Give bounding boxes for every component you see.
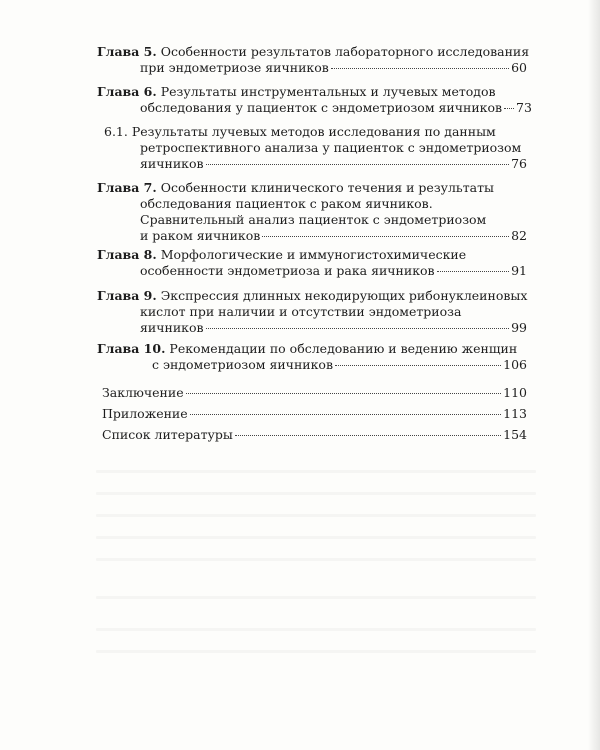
toc-entry-references[interactable] xyxy=(102,427,527,443)
entry-title-line: Особенности клинического течения и результаты xyxy=(160,180,494,195)
page-number: 113 xyxy=(503,406,527,421)
page-number: 99 xyxy=(511,320,527,335)
page-number: 76 xyxy=(511,156,527,171)
toc-entry-chapter-10[interactable] xyxy=(97,341,527,373)
toc-entry-section-6-1[interactable] xyxy=(104,124,527,172)
chapter-label: Глава 7. xyxy=(97,180,157,195)
entry-title-line: Результаты инструментальных и лучевых методов xyxy=(160,84,496,99)
leader-dots xyxy=(262,236,509,237)
toc-entry-chapter-7[interactable] xyxy=(97,180,527,244)
chapter-label: Глава 9. xyxy=(97,288,157,303)
bleed-through xyxy=(96,596,536,599)
page-number: 91 xyxy=(511,263,527,278)
toc-entry-chapter-9[interactable] xyxy=(97,288,527,336)
bleed-through xyxy=(96,628,536,631)
leader-dots xyxy=(437,271,510,272)
leader-dots xyxy=(235,435,501,436)
entry-title-line: Результаты лучевых методов исследования по данным xyxy=(131,124,496,139)
leader-dots xyxy=(331,68,509,69)
entry-title-line: кислот при наличии и отсутствии эндометриоза xyxy=(140,304,462,319)
entry-title-last-line: с эндометриозом яичников xyxy=(152,357,333,372)
entry-title-last-line: яичников xyxy=(140,156,204,171)
entry-title-line: Сравнительный анализ пациенток с эндометриозом xyxy=(140,212,487,227)
toc-entry-chapter-8[interactable] xyxy=(97,247,527,279)
chapter-label: Глава 6. xyxy=(97,84,157,99)
page-number: 82 xyxy=(511,228,527,243)
page-edge-shadow xyxy=(588,0,600,750)
bleed-through xyxy=(96,470,536,473)
bleed-through xyxy=(96,536,536,539)
leader-dots xyxy=(335,365,501,366)
page-number: 73 xyxy=(516,100,532,115)
leader-dots xyxy=(190,414,501,415)
toc-entry-appendix[interactable] xyxy=(102,406,527,422)
toc-entry-chapter-5[interactable] xyxy=(97,44,530,76)
page-number: 60 xyxy=(511,60,527,75)
toc-entry-conclusion[interactable] xyxy=(102,385,527,401)
entry-title-line: ретроспективного анализа у пациенток с эндометриозом xyxy=(140,140,522,155)
bleed-through xyxy=(96,514,536,517)
entry-title-line: Экспрессия длинных некодирующих рибонуклеиновых xyxy=(160,288,528,303)
entry-title: Список литературы xyxy=(102,427,233,442)
toc-entry-chapter-6[interactable] xyxy=(97,84,532,116)
entry-title: Приложение xyxy=(102,406,188,421)
leader-dots xyxy=(206,164,510,165)
page-number: 110 xyxy=(503,385,527,400)
leader-dots xyxy=(504,108,514,109)
page-number: 106 xyxy=(503,357,527,372)
bleed-through xyxy=(96,650,536,653)
entry-title-last-line: при эндометриозе яичников xyxy=(140,60,329,75)
bleed-through xyxy=(96,558,536,561)
entry-title-last-line: яичников xyxy=(140,320,204,335)
chapter-label: Глава 10. xyxy=(97,341,166,356)
chapter-label: Глава 8. xyxy=(97,247,157,262)
entry-title-line: Особенности результатов лабораторного исследования xyxy=(160,44,530,59)
entry-title-last-line: обследования у пациенток с эндометриозом яичников xyxy=(140,100,503,115)
leader-dots xyxy=(206,328,510,329)
entry-title: Заключение xyxy=(102,385,184,400)
page-number: 154 xyxy=(503,427,527,442)
entry-title-line: Морфологические и иммуногистохимические xyxy=(160,247,467,262)
section-label: 6.1. xyxy=(104,124,128,139)
entry-title-last-line: особенности эндометриоза и рака яичников xyxy=(140,263,435,278)
entry-title-line: Рекомендации по обследованию и ведению женщин xyxy=(169,341,518,356)
bleed-through xyxy=(96,492,536,495)
entry-title-last-line: и раком яичников xyxy=(140,228,261,243)
chapter-label: Глава 5. xyxy=(97,44,157,59)
leader-dots xyxy=(186,393,502,394)
entry-title-line: обследования пациенток с раком яичников. xyxy=(140,196,433,211)
